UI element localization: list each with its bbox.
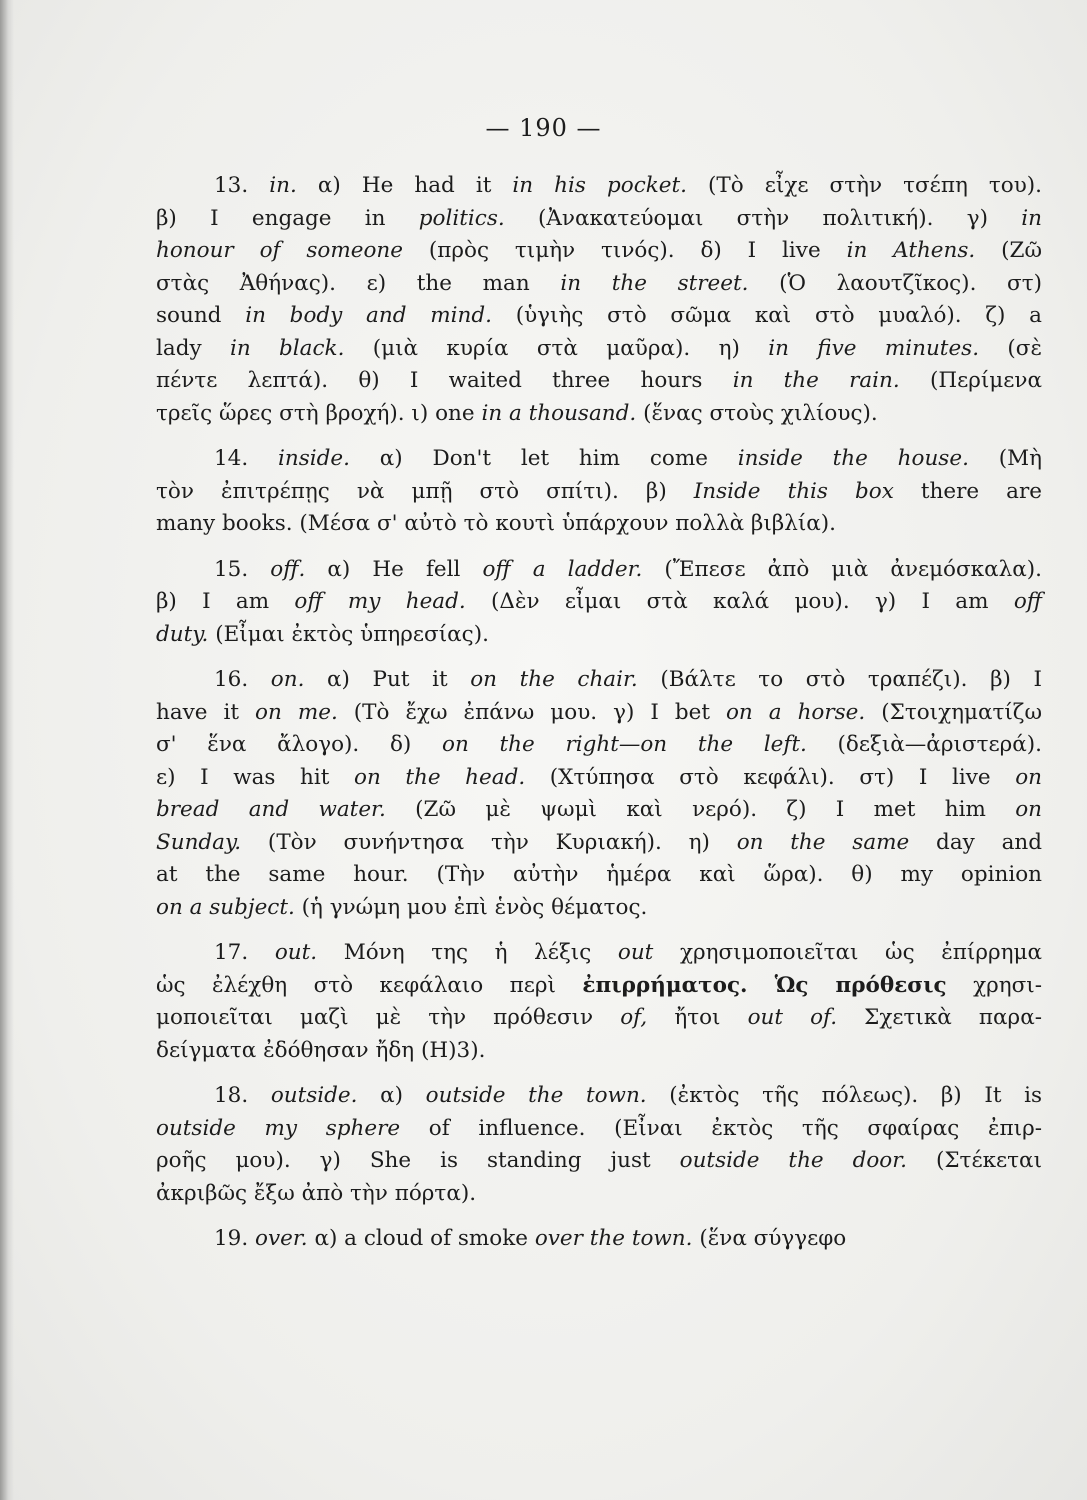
text-line: τὸν ἐπιτρέπῃς νὰ μπῇ στὸ σπίτι). β) Inside this box there are [156, 478, 1042, 504]
text-line: δείγματα ἐδόθησαν ἤδη (Η)3). [156, 1037, 486, 1063]
text-line: ὡς ἐλέχθη στὸ κεφάλαιο περὶ ἐπιρρήματος. Ὡς πρόθεσις χρησι- [156, 972, 1042, 998]
text-line: 18. outside. α) outside the town. (ἐκτὸς τῆς πόλεως). β) It is [214, 1083, 1043, 1108]
text-line: 17. out. Μόνη της ἡ λέξις out χρησιμοποιεῖται ὡς ἐπίρρημα [214, 940, 1043, 965]
text-line: ροῆς μου). γ) She is standing just outside the door. (Στέκεται [156, 1148, 1042, 1173]
text-line: ἀκριβῶς ἔξω ἀπὸ τὴν πόρτα). [156, 1180, 477, 1206]
text-line: β) I am off my head. (Δὲν εἶμαι στὰ καλά μου). γ) I am off [156, 589, 1042, 614]
text-line: 19. over. α) a cloud of smoke over the town. (ἕνα σύγγεφο [214, 1226, 847, 1251]
paragraph-18 [156, 1080, 1042, 1210]
text-line: σ' ἕνα ἄλογο). δ) on the right—on the left. (δεξιὰ—ἀριστερά). [156, 732, 1042, 757]
text-line: bread and water. (Ζῶ μὲ ψωμὶ καὶ νερό). ζ) I met him on [156, 797, 1042, 822]
text-line: 15. off. α) He fell off a ladder. (Ἔπεσε ἀπὸ μιὰ ἀνεμόσκαλα). [214, 556, 1043, 582]
paragraph-19 [156, 1223, 1042, 1256]
text-line: many books. (Μέσα σ' αὐτὸ τὸ κουτὶ ὑπάρχουν πολλὰ βιβλία). [156, 511, 837, 536]
paragraph-16 [156, 664, 1042, 924]
paragraph-15 [156, 554, 1042, 652]
text-line: sound in body and mind. (ὑγιὴς στὸ σῶμα καὶ στὸ μυαλό). ζ) a [156, 303, 1042, 328]
text-line: at the same hour. (Τὴν αὐτὴν ἡμέρα καὶ ὥρα). θ) my opinion [156, 862, 1042, 887]
text-line: Sunday. (Τὸν συνήντησα τὴν Κυριακή). η) on the same day and [156, 829, 1042, 855]
text-line: 14. inside. α) Don't let him come inside the house. (Μὴ [214, 446, 1042, 471]
paragraph-14 [156, 443, 1042, 541]
text-line: outside my sphere of influence. (Εἶναι ἐκτὸς τῆς σφαίρας ἐπιρ- [156, 1115, 1042, 1141]
text-line: μοποιεῖται μαζὶ μὲ τὴν πρόθεσιν of, ἤτοι out of. Σχετικὰ παρα- [156, 1005, 1042, 1030]
page-spine-shadow [0, 0, 14, 1500]
page-number: — 190 — [485, 114, 602, 142]
paragraph-13 [156, 170, 1042, 430]
text-line: on a subject. (ἡ γνώμη μου ἐπὶ ἑνὸς θέματος. [156, 894, 648, 920]
text-line: lady in black. (μιὰ κυρία στὰ μαῦρα). η) in five minutes. (σὲ [156, 335, 1042, 361]
text-line: honour of someone (πρὸς τιμὴν τινός). δ) I live in Athens. (Ζῶ [156, 238, 1042, 263]
text-line: ε) I was hit on the head. (Χτύπησα στὸ κεφάλι). στ) I live on [156, 764, 1042, 790]
text-line: have it on me. (Τὸ ἔχω ἐπάνω μου. γ) I bet on a horse. (Στοιχηματίζω [156, 699, 1042, 725]
text-line: β) I engage in politics. (Ἀνακατεύομαι στὴν πολιτική). γ) in [156, 205, 1042, 231]
paragraph-17 [156, 937, 1042, 1067]
text-line: τρεῖς ὥρες στὴ βροχή). ι) one in a thousand. (ἕνας στοὺς χιλίους). [156, 400, 878, 426]
page-body [156, 170, 1042, 1269]
text-line: 13. in. α) He had it in his pocket. (Τὸ εἶχε στὴν τσέπη του). [214, 173, 1043, 198]
text-line: duty. (Εἶμαι ἐκτὸς ὑπηρεσίας). [156, 621, 489, 647]
text-line: 16. on. α) Put it on the chair. (Βάλτε το στὸ τραπέζι). β) I [214, 667, 1042, 692]
text-line: πέντε λεπτά). θ) I waited three hours in the rain. (Περίμενα [156, 368, 1043, 393]
text-line: στὰς Ἀθήνας). ε) the man in the street. (Ὁ λαουτζῖκος). στ) [156, 270, 1043, 296]
